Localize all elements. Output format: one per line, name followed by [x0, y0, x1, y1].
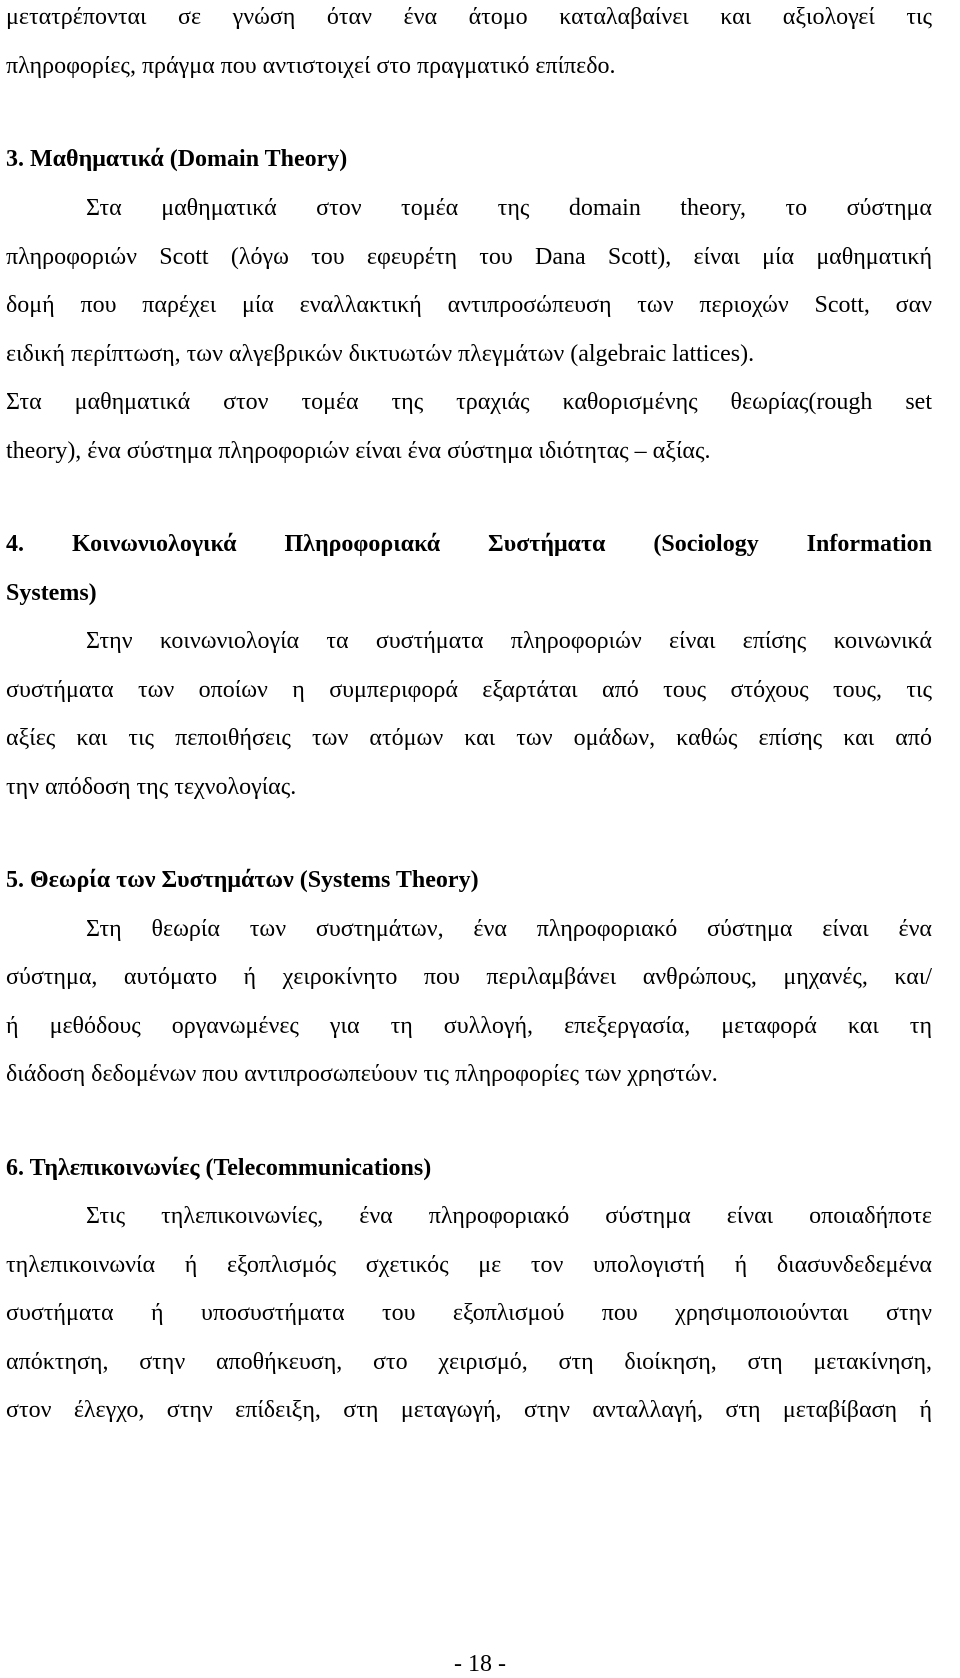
paragraph-line: την απόδοση της τεχνολογίας.	[6, 774, 297, 800]
paragraph-line: συστήματα ή υποσυστήματα του εξοπλισμού που χρησιμοποιούνται στην	[6, 1300, 932, 1326]
paragraph-line: τηλεπικοινωνία ή εξοπλισμός σχετικός με τον υπολογιστή ή διασυνδεδεμένα	[6, 1252, 932, 1278]
intro-line: πληροφορίες, πράγμα που αντιστοιχεί στο πραγματικό επίπεδο.	[6, 53, 616, 79]
paragraph-line: ή μεθόδους οργανωμένες για τη συλλογή, επεξεργασία, μεταφορά και τη	[6, 1013, 932, 1039]
paragraph-line: Στη θεωρία των συστημάτων, ένα πληροφοριακό σύστημα είναι ένα	[86, 916, 932, 942]
paragraph-line: Στην κοινωνιολογία τα συστήματα πληροφοριών είναι επίσης κοινωνικά	[86, 628, 932, 654]
paragraph-line: απόκτηση, στην αποθήκευση, στο χειρισμό, στη διοίκηση, στη μετακίνηση,	[6, 1349, 932, 1375]
section-heading: 4. Κοινωνιολογικά Πληροφοριακά Συστήματα (Sociology Information	[6, 531, 932, 557]
section-heading: Systems)	[6, 580, 97, 606]
paragraph-line: Στις τηλεπικοινωνίες, ένα πληροφοριακό σύστημα είναι οποιαδήποτε	[86, 1203, 932, 1229]
page-number: - 18 -	[454, 1651, 506, 1677]
section-heading: 6. Τηλεπικοινωνίες (Telecommunications)	[6, 1155, 432, 1181]
intro-line: μετατρέπονται σε γνώση όταν ένα άτομο καταλαβαίνει και αξιολογεί τις	[6, 4, 932, 30]
paragraph-line: ειδική περίπτωση, των αλγεβρικών δικτυωτών πλεγμάτων (algebraic lattices).	[6, 341, 755, 367]
paragraph-line: διάδοση δεδομένων που αντιπροσωπεύουν τις πληροφορίες των χρηστών.	[6, 1061, 718, 1087]
paragraph-line: στον έλεγχο, στην επίδειξη, στη μεταγωγή, στην ανταλλαγή, στη μεταβίβαση ή	[6, 1397, 932, 1423]
paragraph-line: theory), ένα σύστημα πληροφοριών είναι ένα σύστημα ιδιότητας – αξίας.	[6, 438, 711, 464]
section-heading: 5. Θεωρία των Συστημάτων (Systems Theory)	[6, 867, 479, 893]
section-heading: 3. Μαθηματικά (Domain Theory)	[6, 146, 348, 172]
paragraph-line: πληροφοριών Scott (λόγω του εφευρέτη του Dana Scott), είναι μία μαθηματική	[6, 244, 932, 270]
paragraph-line: δομή που παρέχει μία εναλλακτική αντιπροσώπευση των περιοχών Scott, σαν	[6, 292, 932, 318]
paragraph-line: Στα μαθηματικά στον τομέα της τραχιάς καθορισμένης θεωρίας(rough set	[6, 389, 932, 415]
paragraph-line: σύστημα, αυτόματο ή χειροκίνητο που περιλαμβάνει ανθρώπους, μηχανές, και/	[6, 964, 932, 990]
paragraph-line: Στα μαθηματικά στον τομέα της domain theory, το σύστημα	[86, 195, 932, 221]
paragraph-line: συστήματα των οποίων η συμπεριφορά εξαρτάται από τους στόχους τους, τις	[6, 677, 932, 703]
paragraph-line: αξίες και τις πεποιθήσεις των ατόμων και των ομάδων, καθώς επίσης και από	[6, 725, 932, 751]
